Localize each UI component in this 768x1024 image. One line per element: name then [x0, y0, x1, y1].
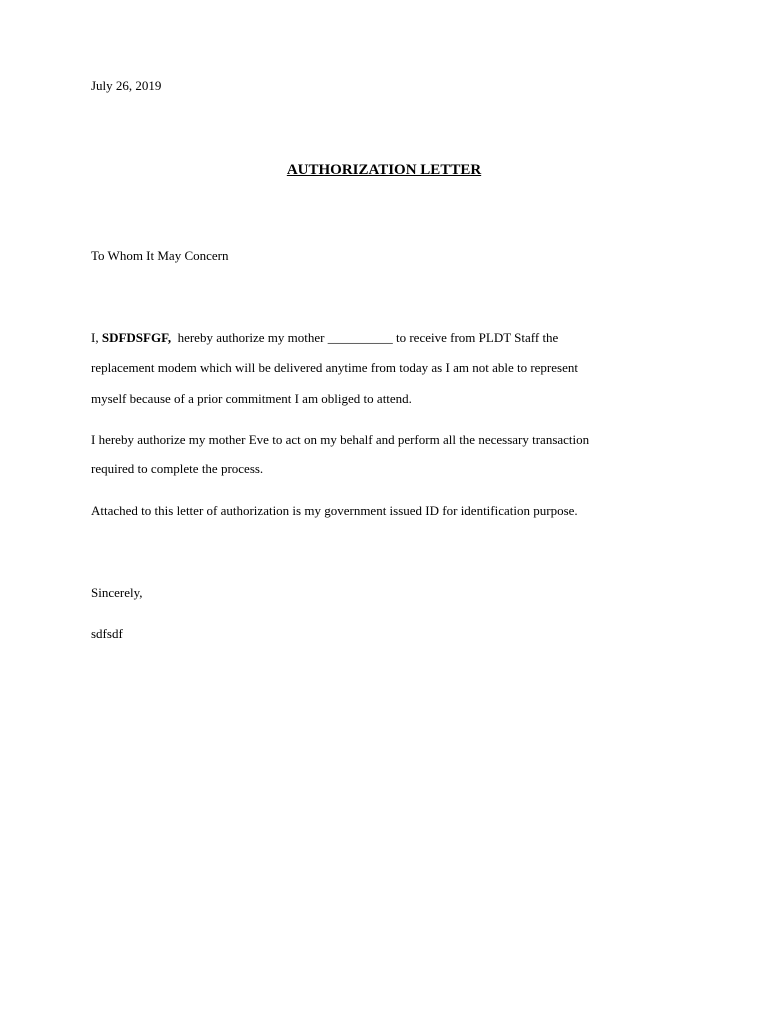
paragraph-2-line-1: I hereby authorize my mother Eve to act on my behalf and perform all the necessary transaction	[91, 432, 590, 447]
paragraph-1-line-3: myself because of a prior commitment I am obliged to attend.	[91, 391, 412, 406]
closing: Sincerely,	[91, 585, 143, 600]
authorizer-name: SDFDSFGF,	[101, 330, 172, 345]
paragraph-1-line-1	[91, 330, 558, 346]
paragraph-1-line-1-rest: hereby authorize my mother __________ to receive from PLDT Staff the	[171, 330, 559, 345]
salutation: To Whom It May Concern	[91, 248, 229, 263]
paragraph-1-prefix: I,	[91, 330, 102, 345]
signature: sdfsdf	[91, 626, 123, 641]
paragraph-3-line-1: Attached to this letter of authorization is my government issued ID for identification purpose.	[91, 503, 578, 518]
paragraph-2-line-2: required to complete the process.	[91, 461, 264, 476]
paragraph-1-line-2: replacement modem which will be delivered anytime from today as I am not able to represent	[91, 360, 578, 375]
letter-date: July 26, 2019	[91, 78, 162, 93]
letter-title: AUTHORIZATION LETTER	[286, 162, 482, 178]
